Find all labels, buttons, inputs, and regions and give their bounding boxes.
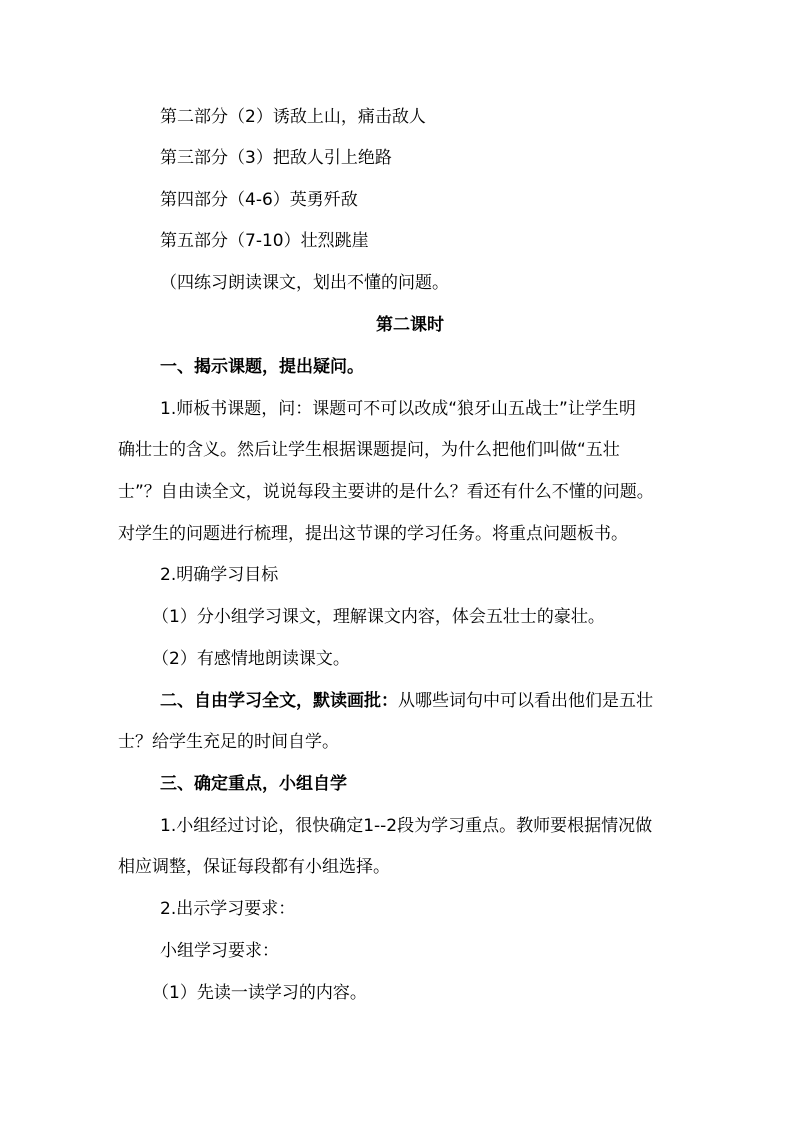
lesson-two-heading: 第二课时 (376, 315, 444, 335)
paragraph-line: 对学生的问题进行梳理，提出这节课的学习任务。将重点问题板书。 (118, 524, 628, 544)
practice-reading-step: （四练习朗读课文，划出不懂的问题。 (160, 273, 449, 293)
paragraph-line: 士”？自由读全文，说说每段主要讲的是什么？看还有什么不懂的问题。 (118, 482, 654, 502)
outline-part-3: 第三部分（3）把敌人引上绝路 (160, 148, 392, 168)
paragraph-line: 相应调整，保证每段都有小组选择。 (118, 857, 390, 877)
requirement-item: （1）先读一读学习的内容。 (152, 983, 367, 1003)
learning-goals-heading: 2.明确学习目标 (160, 565, 279, 585)
section-two-heading: 二、自由学习全文，默读画批： (160, 691, 398, 711)
paragraph-line: 1.小组经过讨论，很快确定1--2段为学习重点。教师要根据情况做 (160, 816, 653, 836)
outline-part-2: 第二部分（2）诱敌上山，痛击敌人 (160, 107, 426, 127)
section-one-heading: 一、揭示课题，提出疑问。 (160, 357, 364, 377)
goal-item: （1）分小组学习课文，理解课文内容，体会五壮士的豪壮。 (152, 607, 605, 627)
goal-item: （2）有感情地朗读课文。 (152, 649, 350, 669)
section-two-line (160, 689, 653, 713)
paragraph-line: 确壮士的含义。然后让学生根据课题提问，为什么把他们叫做“五壮 (118, 440, 620, 460)
section-three-heading: 三、确定重点，小组自学 (160, 774, 347, 794)
requirements-heading: 2.出示学习要求： (160, 899, 296, 919)
outline-part-4: 第四部分（4-6）英勇歼敌 (160, 190, 358, 210)
section-two-text: 从哪些词句中可以看出他们是五壮 (398, 691, 653, 711)
paragraph-line: 1.师板书课题，问：课题可不可以改成“狼牙山五战士”让学生明 (160, 399, 636, 419)
outline-part-5: 第五部分（7-10）壮烈跳崖 (160, 231, 369, 251)
paragraph-line: 士？给学生充足的时间自学。 (118, 732, 339, 752)
group-requirements-label: 小组学习要求： (160, 941, 279, 961)
